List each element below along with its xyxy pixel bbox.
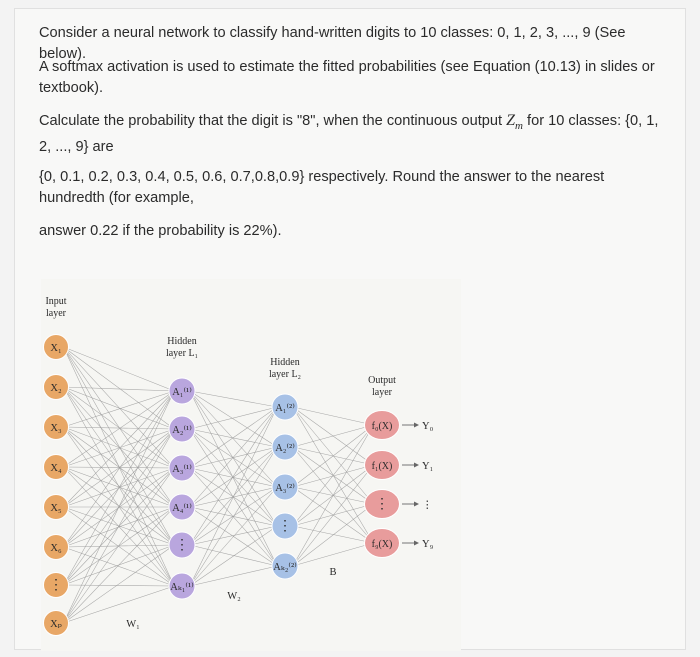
output-layer-title: layer [372,387,392,398]
connection-edge [293,425,374,447]
connection-edge [64,387,175,429]
question-softmax-note: A softmax activation is used to estimate the fitted probabilities (see Equation (10.13) in slides or textbook). [39,59,655,96]
connection-edge [64,547,175,586]
connection-edge [64,391,175,507]
connection-edge [293,465,374,487]
output-layer-title: Output [368,375,396,386]
connection-edge [190,447,277,468]
hidden1-node-label: A₄⁽¹⁾ [172,503,192,514]
task-text-after: for 10 classes: {0, 1, 2, ..., 9} are [39,113,659,156]
connection-edge [64,467,175,545]
input-node-label: X₁ [50,343,62,354]
hidden1-node-ellipsis: ⋮ [175,538,189,553]
hidden2-node-ellipsis: ⋮ [278,519,292,534]
output-node-label: f₁(X) [371,461,393,472]
hidden1-node-label: A₂⁽¹⁾ [172,425,192,436]
connection-edge [190,526,277,545]
question-card [14,8,686,650]
connection-edge [64,586,175,623]
output-arrowhead [414,463,419,468]
connection-edge [64,347,175,507]
connection-edge [190,407,277,586]
connection-edge [293,504,374,566]
input-node-label: X₄ [50,463,62,474]
hidden-layer-2-title: Hidden [270,357,300,368]
neural-network-diagram [41,279,461,651]
input-node-label: X₆ [50,543,62,554]
connection-edge [190,566,277,586]
input-node-label: X₂ [50,383,62,394]
connection-edge [64,507,175,623]
connection-edge [64,391,175,547]
input-layer-title: Input [45,296,67,307]
output-node-label: f₀(X) [371,421,393,432]
connection-edge [64,387,175,391]
connection-edge [64,427,175,468]
connection-edge [293,425,374,526]
hidden1-node-label: Aₖ₁⁽¹⁾ [170,582,194,593]
task-text-before: Calculate the probability that the digit is "8", when the continuous output [39,113,507,129]
output-target-label: ⋮ [422,500,433,511]
input-node-label: X₅ [50,503,62,514]
network-svg [41,279,461,651]
connection-edge [190,407,277,545]
hidden1-node-label: A₁⁽¹⁾ [172,387,192,398]
input-node-label: Xₚ [50,619,62,630]
output-target-label: Y₉ [422,539,434,550]
question-task [39,110,671,158]
connection-edge [64,391,175,427]
output-variable: $Z_m$ [506,112,523,133]
connection-edge [293,465,374,566]
connection-edge [190,447,277,586]
connection-edge [64,347,175,468]
input-node-ellipsis: ⋮ [49,578,63,593]
question-intro: Consider a neural network to classify hand-written digits to 10 classes: 0, 1, 2, 3, ..., 9 (See below). [39,25,626,62]
connection-edge [64,347,175,586]
input-node-label: X₃ [50,423,62,434]
connection-edge [64,347,175,545]
hidden2-node-label: A₃⁽²⁾ [275,483,295,494]
weight-label-b: B [329,567,337,578]
connection-edge [64,585,175,586]
connection-edge [64,387,175,545]
connection-edge [190,429,277,566]
output-arrowhead [414,423,419,428]
connection-edge [190,391,277,487]
connection-edge [190,468,277,487]
connection-edge [190,407,277,507]
connection-edge [190,526,277,586]
output-node-ellipsis: ⋮ [375,497,389,512]
connection-edge [64,545,175,623]
weight-label-w1: W₁ [126,619,140,630]
connection-edge [190,391,277,407]
output-arrowhead [414,502,419,507]
question-values: {0, 0.1, 0.2, 0.3, 0.4, 0.5, 0.6, 0.7,0.8,0.9} respectively. Round the answer to the nearest hundredth (for example, [39,169,605,206]
output-arrowhead [414,541,419,546]
hidden1-node-label: A₃⁽¹⁾ [172,464,192,475]
output-target-label: Y₁ [422,461,434,472]
connection-edge [64,429,175,623]
output-node-label: f₉(X) [371,539,393,550]
connection-edge [190,391,277,526]
weight-label-w2: W₂ [227,591,241,602]
hidden2-node-label: Aₖ₂⁽²⁾ [273,562,297,573]
hidden-layer-1-title: Hidden [167,336,197,347]
connection-edge [190,545,277,566]
connection-edge [64,429,175,467]
connection-edge [64,347,175,391]
connection-edge [293,543,374,566]
connection-edge [190,407,277,429]
output-target-label: Y₀ [422,421,434,432]
input-layer-title: layer [46,308,66,319]
hidden-layer-1-title: layer L₁ [165,348,199,359]
connection-edge [64,427,175,545]
question-rounding-note: answer 0.22 if the probability is 22%). [39,223,282,239]
hidden2-node-label: A₁⁽²⁾ [275,403,295,414]
hidden2-node-label: A₂⁽²⁾ [275,443,295,454]
hidden-layer-2-title: layer L₂ [268,369,302,380]
